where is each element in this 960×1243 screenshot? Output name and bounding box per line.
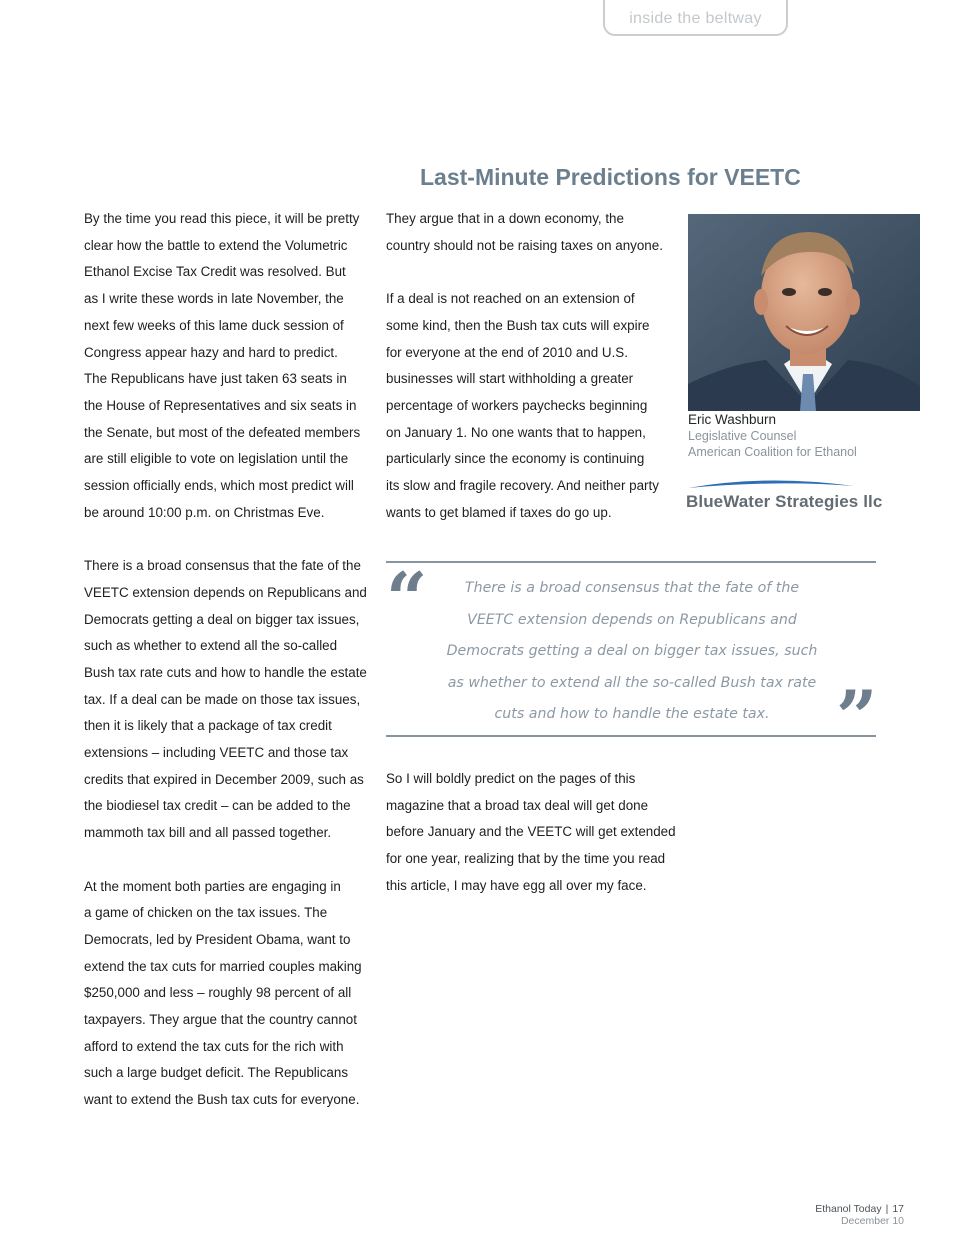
author-organization: American Coalition for Ethanol (688, 445, 857, 459)
text-line: want to extend the Bush tax cuts for everyone. (84, 1092, 360, 1108)
paragraph (84, 874, 369, 1114)
author-name: Eric Washburn (688, 412, 777, 427)
text-line: clear how the battle to extend the Volumetric (84, 237, 348, 253)
text-line: extend the tax cuts for married couples making (84, 958, 362, 974)
text-line: Ethanol Excise Tax Credit was resolved. But (84, 264, 346, 280)
section-tab-label: inside the beltway (629, 10, 762, 27)
close-quote-icon: ” (836, 674, 878, 759)
text-line: Democrats getting a deal on bigger tax issues, (84, 611, 360, 627)
company-logo (686, 476, 886, 516)
open-quote-icon: “ (386, 556, 428, 641)
text-line: as I write these words in late November, the (84, 291, 344, 307)
text-line: Democrats getting a deal on bigger tax issues, such (446, 643, 818, 659)
text-line: mammoth tax bill and all passed together. (84, 825, 332, 841)
folio-separator: | (885, 1203, 889, 1215)
text-line: such as whether to extend all the so-called (84, 638, 338, 654)
text-line: percentage of workers paychecks beginning (386, 397, 648, 413)
text-line: Democrats, led by President Obama, want to (84, 931, 351, 947)
text-line: credits that expired in December 2009, such as (84, 771, 364, 787)
article-column-left (84, 206, 369, 1114)
author-photo (688, 214, 920, 411)
text-line: the House of Representatives and six seats in (84, 397, 357, 413)
text-line: So I will boldly predict on the pages of this (386, 771, 636, 786)
text-line: taxpayers. They argue that the country cannot (84, 1012, 357, 1028)
text-line: If a deal is not reached on an extension of (386, 291, 635, 307)
pull-quote (386, 556, 878, 759)
text-line: wants to get blamed if taxes do go up. (386, 504, 612, 520)
page-footer (815, 1203, 904, 1227)
author-caption (688, 412, 857, 460)
text-line: a game of chicken on the tax issues. The (84, 905, 328, 921)
text-line: $250,000 and less – roughly 98 percent of all (84, 985, 352, 1001)
author-title: Legislative Counsel (688, 429, 797, 443)
text-line: Congress appear hazy and hard to predict. (84, 344, 338, 360)
text-line: be around 10:00 p.m. on Christmas Eve. (84, 504, 325, 520)
text-line: this article, I may have egg all over my face. (386, 877, 647, 893)
article-column-middle (386, 206, 676, 526)
text-line: its slow and fragile recovery. And neither party (386, 478, 659, 494)
paragraph (84, 206, 369, 526)
paragraph (84, 553, 369, 847)
text-line: as whether to extend all the so-called Bush tax rate (447, 674, 817, 691)
text-line: next few weeks of this lame duck session of (84, 317, 344, 333)
text-line: for one year, realizing that by the time you read (386, 851, 666, 867)
text-line: Bush tax rate cuts and how to handle the estate (84, 664, 367, 680)
issue-date: December 10 (840, 1215, 904, 1227)
text-line: The Republicans have just taken 63 seats in (84, 371, 347, 387)
text-line: then it is likely that a package of tax credit (84, 718, 332, 734)
text-line: particularly since the economy is continuing (386, 451, 645, 467)
page-number: 17 (892, 1203, 904, 1215)
logo-text: BlueWater Strategies llc (686, 492, 883, 511)
paragraph (386, 286, 676, 526)
text-line: such a large budget deficit. The Republicans (84, 1065, 349, 1081)
text-line: There is a broad consensus that the fate of the (84, 558, 361, 574)
text-line: some kind, then the Bush tax cuts will expire (386, 317, 650, 333)
text-line: extensions – including VEETC and those tax (84, 745, 349, 761)
text-line: At the moment both parties are engaging in (84, 878, 341, 894)
text-line: before January and the VEETC will get extended (386, 824, 676, 840)
text-line: magazine that a broad tax deal will get done (386, 797, 649, 813)
text-line: cuts and how to handle the estate tax. (494, 706, 770, 722)
article-column-middle-continued (386, 766, 676, 900)
text-line: By the time you read this piece, it will be pretty (84, 211, 360, 226)
text-line: tax. If a deal can be made on those tax issues, (84, 691, 361, 707)
text-line: country should not be raising taxes on anyone. (386, 237, 663, 253)
text-line: for everyone at the end of 2010 and U.S. (386, 344, 628, 360)
logo-swoosh-icon (686, 476, 886, 492)
publication-name: Ethanol Today (815, 1203, 882, 1215)
article-headline: Last-Minute Predictions for VEETC (420, 164, 801, 190)
section-tab (603, 0, 788, 36)
text-line: the Senate, but most of the defeated members (84, 424, 361, 440)
text-line: businesses will start withholding a greater (386, 371, 634, 387)
text-line: VEETC extension depends on Republicans and (467, 611, 797, 628)
text-line: afford to extend the tax cuts for the rich with (84, 1038, 344, 1054)
paragraph (386, 766, 676, 900)
text-line: the biodiesel tax credit – can be added to the (84, 798, 351, 814)
text-line: They argue that in a down economy, the (386, 211, 624, 226)
pull-quote-text (440, 573, 824, 731)
text-line: There is a broad consensus that the fate of the (464, 580, 800, 596)
text-line: on January 1. No one wants that to happen, (386, 424, 646, 440)
text-line: are still eligible to vote on legislation until the (84, 451, 349, 467)
paragraph (386, 206, 676, 259)
text-line: session officially ends, which most predict will (84, 478, 354, 494)
text-line: VEETC extension depends on Republicans and (84, 584, 367, 600)
